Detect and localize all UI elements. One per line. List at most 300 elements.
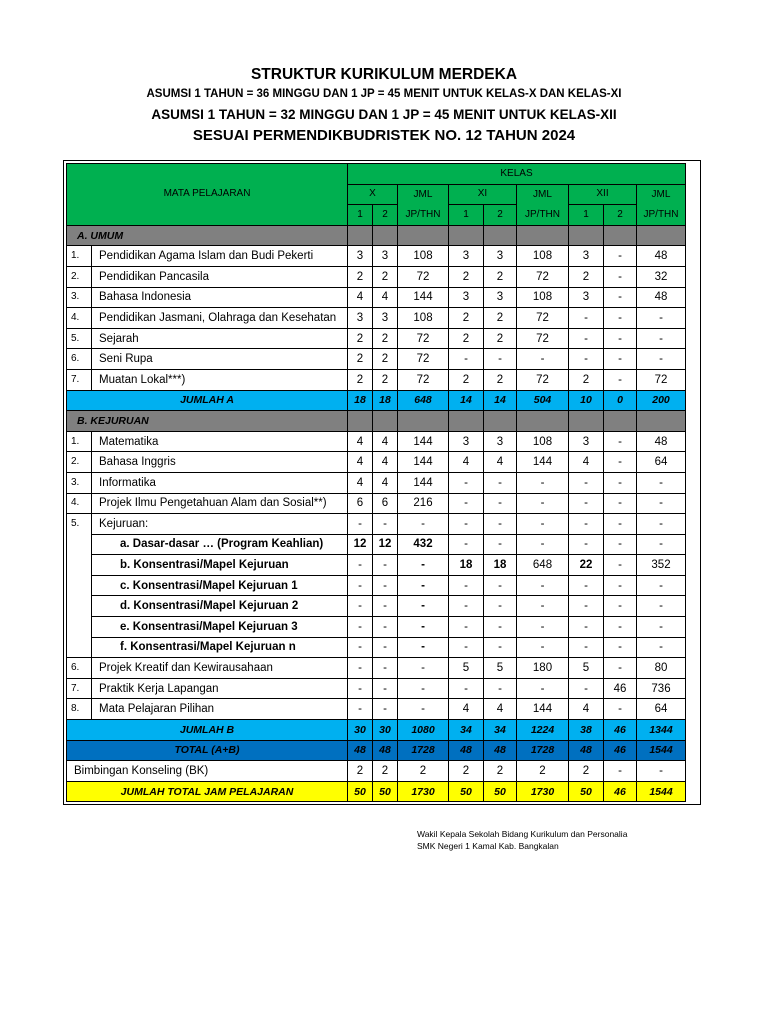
value-cell: - — [373, 699, 398, 720]
value-cell: 2 — [449, 308, 484, 329]
table-row — [67, 431, 686, 452]
value-cell: - — [604, 493, 637, 514]
value-cell: - — [517, 472, 569, 493]
value-cell: - — [373, 575, 398, 596]
row-number: 7. — [67, 678, 92, 699]
row-number: 6. — [67, 658, 92, 679]
value-cell: 144 — [398, 452, 449, 473]
value-cell: 5 — [484, 658, 517, 679]
value-cell: 2 — [373, 328, 398, 349]
row-number: 2. — [67, 266, 92, 287]
value-cell: - — [449, 493, 484, 514]
row-number-empty — [67, 637, 92, 658]
header-kelas-xii: XII — [569, 184, 637, 205]
value-cell: - — [449, 514, 484, 535]
total-label: JUMLAH B — [67, 720, 348, 741]
kejuruan-row — [67, 555, 686, 576]
value-cell: 2 — [348, 328, 373, 349]
value-cell: 144 — [517, 452, 569, 473]
value-cell: - — [569, 678, 604, 699]
value-cell: 12 — [348, 534, 373, 555]
value-cell: 1344 — [637, 720, 686, 741]
value-cell: 216 — [398, 493, 449, 514]
value-cell: - — [517, 534, 569, 555]
value-cell: - — [398, 658, 449, 679]
value-cell: - — [484, 493, 517, 514]
section-fill — [517, 225, 569, 246]
value-cell: 504 — [517, 390, 569, 411]
total-row — [67, 390, 686, 411]
value-cell: - — [604, 452, 637, 473]
value-cell: 32 — [637, 266, 686, 287]
value-cell: 432 — [398, 534, 449, 555]
section-fill — [484, 225, 517, 246]
value-cell: 108 — [398, 246, 449, 267]
value-cell: - — [517, 637, 569, 658]
header-jml-xii: JML — [637, 184, 686, 205]
row-number: 3. — [67, 472, 92, 493]
row-number: 5. — [67, 328, 92, 349]
kejuruan-name: e. Konsentrasi/Mapel Kejuruan 3 — [92, 617, 348, 638]
value-cell: 180 — [517, 658, 569, 679]
value-cell: - — [604, 246, 637, 267]
value-cell: 2 — [569, 266, 604, 287]
footer-line-1: Wakil Kepala Sekolah Bidang Kurikulum dan Personalia — [417, 829, 628, 839]
value-cell: 38 — [569, 720, 604, 741]
header-kelas-x: X — [348, 184, 398, 205]
value-cell: - — [373, 555, 398, 576]
value-cell: - — [637, 637, 686, 658]
value-cell: 4 — [484, 452, 517, 473]
value-cell: 3 — [348, 246, 373, 267]
value-cell: 3 — [348, 308, 373, 329]
value-cell: - — [569, 472, 604, 493]
value-cell: 4 — [569, 699, 604, 720]
value-cell: - — [348, 555, 373, 576]
value-cell: 2 — [484, 266, 517, 287]
value-cell: - — [637, 493, 686, 514]
value-cell: - — [604, 369, 637, 390]
value-cell: 4 — [348, 452, 373, 473]
subject-name: Projek Ilmu Pengetahuan Alam dan Sosial**) — [92, 493, 348, 514]
section-fill — [373, 411, 398, 432]
value-cell: - — [484, 534, 517, 555]
value-cell: - — [517, 349, 569, 370]
value-cell: 1544 — [637, 740, 686, 761]
row-number-empty — [67, 555, 92, 576]
value-cell: - — [348, 596, 373, 617]
kejuruan-name: a. Dasar-dasar … (Program Keahlian) — [92, 534, 348, 555]
kejuruan-row — [67, 575, 686, 596]
value-cell: - — [604, 514, 637, 535]
value-cell: - — [484, 472, 517, 493]
value-cell: - — [373, 678, 398, 699]
value-cell: 46 — [604, 740, 637, 761]
value-cell: 108 — [398, 308, 449, 329]
value-cell: 1730 — [517, 781, 569, 802]
header-x-sem2: 2 — [373, 205, 398, 226]
value-cell: 72 — [398, 369, 449, 390]
value-cell: 2 — [484, 308, 517, 329]
table-row — [67, 658, 686, 679]
section-fill — [637, 225, 686, 246]
row-number: 1. — [67, 431, 92, 452]
table-row — [67, 266, 686, 287]
value-cell: 72 — [517, 328, 569, 349]
value-cell: 4 — [373, 472, 398, 493]
value-cell: 108 — [517, 246, 569, 267]
total-row — [67, 720, 686, 741]
value-cell: - — [517, 575, 569, 596]
kejuruan-row — [67, 596, 686, 617]
value-cell: - — [604, 534, 637, 555]
value-cell: 48 — [637, 287, 686, 308]
row-number-empty — [67, 575, 92, 596]
value-cell: 4 — [449, 699, 484, 720]
value-cell: - — [604, 658, 637, 679]
header-mata-pelajaran: MATA PELAJARAN — [67, 164, 348, 226]
section-fill — [484, 411, 517, 432]
value-cell: - — [604, 699, 637, 720]
value-cell: - — [348, 617, 373, 638]
kejuruan-name: f. Konsentrasi/Mapel Kejuruan n — [92, 637, 348, 658]
total-label: TOTAL (A+B) — [67, 740, 348, 761]
value-cell: - — [484, 637, 517, 658]
value-cell: - — [604, 308, 637, 329]
value-cell: - — [569, 493, 604, 514]
table-row — [67, 308, 686, 329]
value-cell: 48 — [637, 431, 686, 452]
total-row — [67, 740, 686, 761]
row-number: 1. — [67, 246, 92, 267]
value-cell: 2 — [373, 761, 398, 782]
value-cell: 2 — [373, 369, 398, 390]
table-row — [67, 678, 686, 699]
value-cell: 2 — [517, 761, 569, 782]
value-cell: 4 — [373, 287, 398, 308]
row-number-empty — [67, 534, 92, 555]
kejuruan-row — [67, 637, 686, 658]
value-cell: 3 — [449, 431, 484, 452]
document-title — [0, 64, 768, 147]
row-number: 4. — [67, 493, 92, 514]
row-number-empty — [67, 617, 92, 638]
value-cell: 30 — [373, 720, 398, 741]
value-cell: 2 — [449, 328, 484, 349]
value-cell: - — [569, 349, 604, 370]
value-cell: 2 — [348, 761, 373, 782]
value-cell: - — [398, 514, 449, 535]
section-fill — [373, 225, 398, 246]
subject-name: Praktik Kerja Lapangan — [92, 678, 348, 699]
value-cell: 46 — [604, 678, 637, 699]
value-cell: 736 — [637, 678, 686, 699]
value-cell: - — [449, 637, 484, 658]
value-cell: - — [569, 308, 604, 329]
value-cell: - — [373, 617, 398, 638]
value-cell: - — [569, 328, 604, 349]
value-cell: 48 — [449, 740, 484, 761]
value-cell: - — [517, 617, 569, 638]
value-cell: - — [449, 575, 484, 596]
section-label: B. KEJURUAN — [67, 411, 348, 432]
value-cell: 72 — [517, 308, 569, 329]
value-cell: 50 — [484, 781, 517, 802]
value-cell: 3 — [484, 431, 517, 452]
value-cell: - — [637, 472, 686, 493]
subject-name: Seni Rupa — [92, 349, 348, 370]
value-cell: 3 — [569, 246, 604, 267]
value-cell: 200 — [637, 390, 686, 411]
table-row — [67, 472, 686, 493]
value-cell: 4 — [373, 431, 398, 452]
section-fill — [569, 225, 604, 246]
value-cell: 2 — [348, 349, 373, 370]
subject-name: Projek Kreatif dan Kewirausahaan — [92, 658, 348, 679]
value-cell: - — [637, 596, 686, 617]
value-cell: - — [484, 514, 517, 535]
value-cell: - — [449, 534, 484, 555]
subject-name: Pendidikan Jasmani, Olahraga dan Kesehatan — [92, 308, 348, 329]
subject-name: Mata Pelajaran Pilihan — [92, 699, 348, 720]
value-cell: - — [398, 678, 449, 699]
subject-name: Informatika — [92, 472, 348, 493]
value-cell: - — [569, 617, 604, 638]
subject-name: Bahasa Inggris — [92, 452, 348, 473]
value-cell: 3 — [449, 246, 484, 267]
section-fill — [449, 411, 484, 432]
value-cell: - — [449, 678, 484, 699]
value-cell: 4 — [348, 287, 373, 308]
section-fill — [604, 411, 637, 432]
value-cell: 3 — [569, 431, 604, 452]
value-cell: 64 — [637, 452, 686, 473]
value-cell: 50 — [373, 781, 398, 802]
row-number: 5. — [67, 514, 92, 535]
value-cell: 3 — [484, 287, 517, 308]
value-cell: 30 — [348, 720, 373, 741]
value-cell: 648 — [517, 555, 569, 576]
value-cell: 48 — [373, 740, 398, 761]
value-cell: 144 — [517, 699, 569, 720]
value-cell: - — [604, 555, 637, 576]
value-cell: - — [517, 514, 569, 535]
section-header — [67, 411, 686, 432]
value-cell: - — [373, 514, 398, 535]
value-cell: - — [449, 596, 484, 617]
value-cell: 50 — [449, 781, 484, 802]
value-cell: 18 — [348, 390, 373, 411]
value-cell: 3 — [484, 246, 517, 267]
value-cell: 2 — [449, 266, 484, 287]
bk-label: Bimbingan Konseling (BK) — [67, 761, 348, 782]
signature-block — [417, 828, 627, 852]
section-fill — [637, 411, 686, 432]
value-cell: - — [398, 596, 449, 617]
value-cell: 5 — [449, 658, 484, 679]
header-xii-sem2: 2 — [604, 205, 637, 226]
value-cell: 46 — [604, 720, 637, 741]
value-cell: - — [348, 658, 373, 679]
table-row — [67, 328, 686, 349]
table-row — [67, 369, 686, 390]
value-cell: - — [569, 534, 604, 555]
table-row — [67, 349, 686, 370]
subject-name: Bahasa Indonesia — [92, 287, 348, 308]
value-cell: 4 — [484, 699, 517, 720]
value-cell: 144 — [398, 287, 449, 308]
subject-name: Pendidikan Agama Islam dan Budi Pekerti — [92, 246, 348, 267]
value-cell: 48 — [637, 246, 686, 267]
value-cell: - — [398, 555, 449, 576]
value-cell: 3 — [373, 308, 398, 329]
value-cell: 2 — [373, 266, 398, 287]
value-cell: 14 — [449, 390, 484, 411]
kejuruan-name: d. Konsentrasi/Mapel Kejuruan 2 — [92, 596, 348, 617]
value-cell: - — [517, 678, 569, 699]
value-cell: - — [517, 596, 569, 617]
value-cell: - — [637, 575, 686, 596]
row-number: 3. — [67, 287, 92, 308]
value-cell: - — [398, 637, 449, 658]
table-row — [67, 452, 686, 473]
header-xi-sem1: 1 — [449, 205, 484, 226]
header-kelas-xi: XI — [449, 184, 517, 205]
value-cell: - — [398, 699, 449, 720]
value-cell: 18 — [484, 555, 517, 576]
value-cell: - — [348, 678, 373, 699]
header-row-1 — [67, 164, 686, 185]
value-cell: - — [604, 349, 637, 370]
title-line-2: ASUMSI 1 TAHUN = 36 MINGGU DAN 1 JP = 45 MENIT UNTUK KELAS-X DAN KELAS-XI — [146, 88, 622, 100]
row-number: 7. — [67, 369, 92, 390]
table-row — [67, 246, 686, 267]
value-cell: 34 — [449, 720, 484, 741]
value-cell: 72 — [517, 369, 569, 390]
value-cell: 2 — [449, 761, 484, 782]
value-cell: 2 — [484, 369, 517, 390]
value-cell: - — [637, 308, 686, 329]
total-label: JUMLAH A — [67, 390, 348, 411]
value-cell: - — [373, 596, 398, 617]
value-cell: - — [373, 637, 398, 658]
footer-line-2: SMK Negeri 1 Kamal Kab. Bangkalan — [417, 841, 559, 851]
table-row — [67, 287, 686, 308]
row-number: 4. — [67, 308, 92, 329]
value-cell: 108 — [517, 287, 569, 308]
value-cell: 18 — [373, 390, 398, 411]
kejuruan-row — [67, 534, 686, 555]
value-cell: 3 — [569, 287, 604, 308]
section-fill — [449, 225, 484, 246]
value-cell: 4 — [449, 452, 484, 473]
value-cell: 6 — [348, 493, 373, 514]
value-cell: 2 — [348, 369, 373, 390]
section-fill — [569, 411, 604, 432]
value-cell: - — [449, 349, 484, 370]
value-cell: 48 — [348, 740, 373, 761]
value-cell: 4 — [348, 472, 373, 493]
title-line-1: STRUKTUR KURIKULUM MERDEKA — [250, 66, 518, 83]
value-cell: - — [637, 761, 686, 782]
value-cell: 72 — [398, 328, 449, 349]
value-cell: - — [484, 678, 517, 699]
value-cell: - — [604, 761, 637, 782]
value-cell: - — [637, 349, 686, 370]
value-cell: 10 — [569, 390, 604, 411]
section-fill — [348, 225, 373, 246]
subject-name: Pendidikan Pancasila — [92, 266, 348, 287]
value-cell: 50 — [348, 781, 373, 802]
row-number: 6. — [67, 349, 92, 370]
value-cell: 6 — [373, 493, 398, 514]
value-cell: - — [604, 328, 637, 349]
row-number: 8. — [67, 699, 92, 720]
value-cell: 50 — [569, 781, 604, 802]
table-row — [67, 514, 686, 535]
header-jml-x: JML — [398, 184, 449, 205]
row-number-empty — [67, 596, 92, 617]
value-cell: - — [373, 658, 398, 679]
value-cell: - — [604, 637, 637, 658]
value-cell: 1730 — [398, 781, 449, 802]
value-cell: 2 — [484, 328, 517, 349]
curriculum-table — [66, 163, 686, 802]
value-cell: 72 — [398, 266, 449, 287]
value-cell: - — [484, 575, 517, 596]
section-header — [67, 225, 686, 246]
value-cell: 2 — [569, 761, 604, 782]
value-cell: - — [604, 596, 637, 617]
value-cell: 352 — [637, 555, 686, 576]
header-jp-thn-xii: JP/THN — [637, 205, 686, 226]
value-cell: 2 — [398, 761, 449, 782]
value-cell: - — [449, 472, 484, 493]
value-cell: 2 — [484, 761, 517, 782]
header-jp-thn-xi: JP/THN — [517, 205, 569, 226]
value-cell: - — [484, 349, 517, 370]
value-cell: 1728 — [398, 740, 449, 761]
value-cell: 48 — [484, 740, 517, 761]
value-cell: 22 — [569, 555, 604, 576]
table-body — [67, 164, 686, 802]
section-fill — [517, 411, 569, 432]
value-cell: - — [604, 287, 637, 308]
kejuruan-name: b. Konsentrasi/Mapel Kejuruan — [92, 555, 348, 576]
value-cell: - — [569, 575, 604, 596]
value-cell: 1728 — [517, 740, 569, 761]
section-fill — [604, 225, 637, 246]
kejuruan-name: c. Konsentrasi/Mapel Kejuruan 1 — [92, 575, 348, 596]
value-cell: 3 — [449, 287, 484, 308]
header-jml-xi: JML — [517, 184, 569, 205]
value-cell: - — [604, 617, 637, 638]
value-cell: 34 — [484, 720, 517, 741]
value-cell: 64 — [637, 699, 686, 720]
section-fill — [398, 225, 449, 246]
value-cell: - — [604, 472, 637, 493]
value-cell: 648 — [398, 390, 449, 411]
header-jp-thn-x: JP/THN — [398, 205, 449, 226]
subject-name: Muatan Lokal***) — [92, 369, 348, 390]
value-cell: - — [348, 699, 373, 720]
subject-name: Sejarah — [92, 328, 348, 349]
header-xi-sem2: 2 — [484, 205, 517, 226]
value-cell: - — [604, 575, 637, 596]
header-x-sem1: 1 — [348, 205, 373, 226]
value-cell: 72 — [637, 369, 686, 390]
value-cell: 48 — [569, 740, 604, 761]
